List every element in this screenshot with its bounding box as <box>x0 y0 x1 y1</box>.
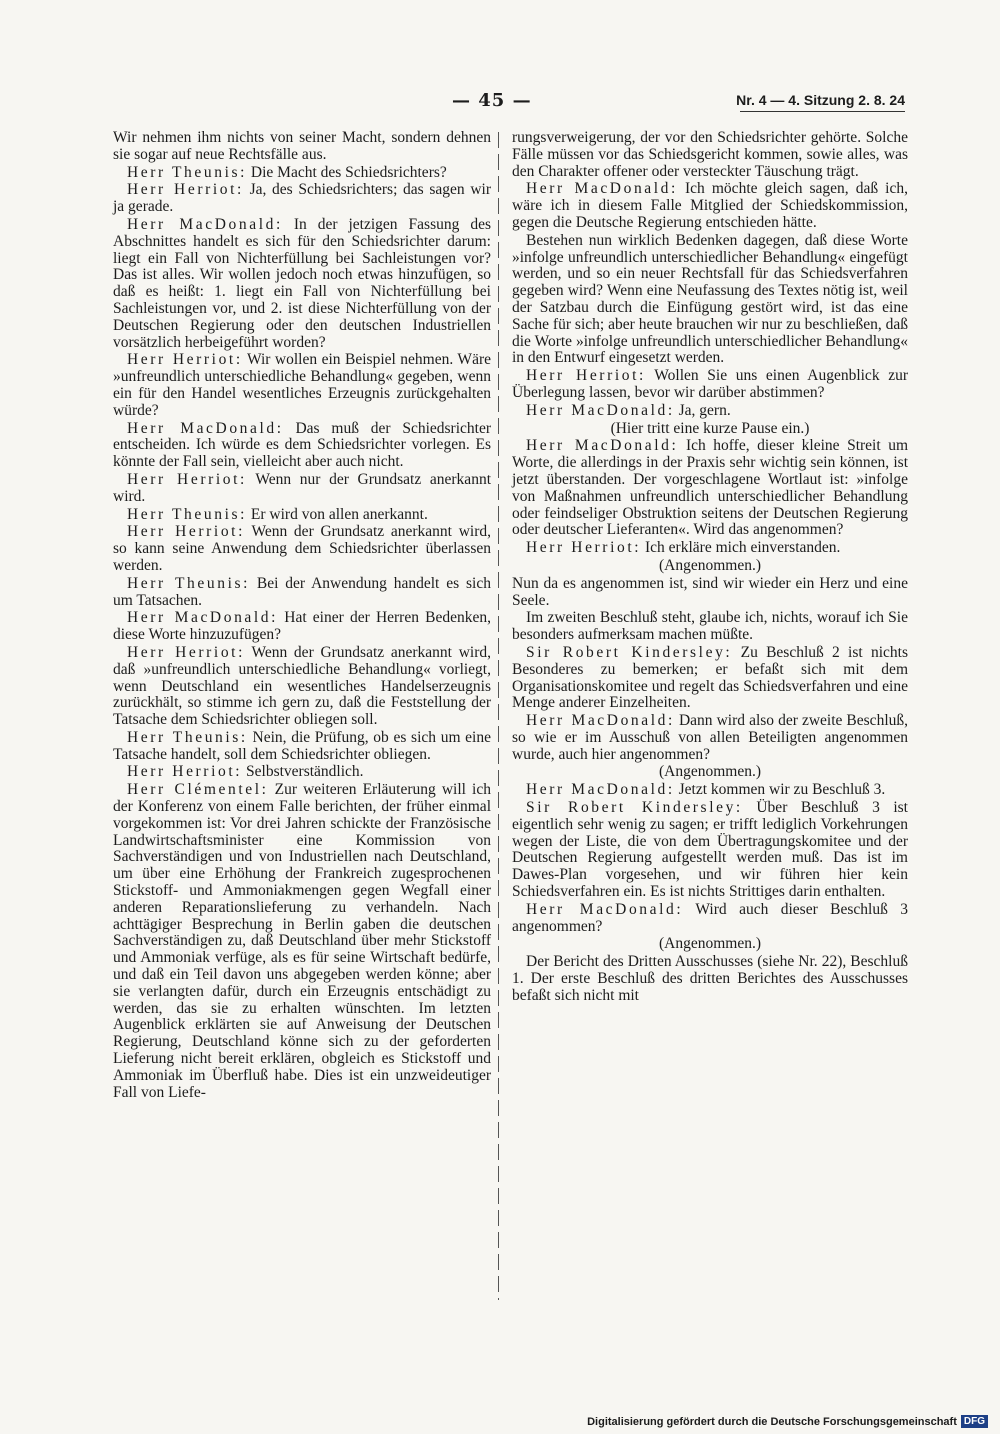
speaker-name: Herr Herriot: <box>127 523 245 541</box>
paragraph <box>512 782 908 799</box>
paragraph <box>113 182 491 216</box>
paragraph-text: In der jetzigen Fassung des Abschnittes handelt es sich für den Schiedsrichter darum: liegt ein Fall von Nichterfüllung bei Sachleistungen vor? Das ist alles. Wir wollen jedoch noch etwas hinzufügen, so daß es heißt: 1. liegt ein Fall von Nichterfüllung bei Sachleistungen vor, und 2. ist diese Nichterfüllung von der Deutschen Regierung oder den deutschen Industriellen vorsätzlich herbeigeführt worden? <box>113 215 491 351</box>
dfg-logo: DFG <box>961 1415 988 1428</box>
paragraph-text: Ja, gern. <box>674 401 731 419</box>
speaker-name: Sir Robert Kindersley: <box>526 799 743 817</box>
speaker-name: Herr Theunis: <box>127 163 248 181</box>
paragraph <box>113 764 491 781</box>
paragraph <box>113 217 491 351</box>
paragraph-text: Bei der Anwendung handelt es sich um Tatsachen. <box>113 574 491 609</box>
paragraph-text: Ich möchte gleich sagen, daß ich, wäre ich in diesem Falle Mitglied der Schiedskommission, gegen die Deutsche Regierung entschieden hätte. <box>512 180 908 231</box>
speaker-name: Herr Herriot: <box>127 763 243 781</box>
paragraph <box>512 936 908 953</box>
paragraph <box>512 610 908 644</box>
footer <box>587 1415 988 1428</box>
paragraph-text: Im zweiten Beschluß steht, glaube ich, nichts, worauf ich Sie besonders aufmerksam machen müßte. <box>512 609 908 644</box>
paragraph-text: Wird auch dieser Beschluß 3 angenommen? <box>512 900 909 935</box>
paragraph <box>113 576 491 610</box>
paragraph-text: Zu Beschluß 2 ist nichts Besonderes zu bemerken; er befaßt sich mit dem Organisationskomitee und regelt das Schiedsverfahren und eine Menge anderer Einzelheiten. <box>512 643 908 712</box>
paragraph-text: (Angenommen.) <box>658 935 761 953</box>
paragraph <box>113 352 491 419</box>
paragraph-text: Der Bericht des Dritten Ausschusses (siehe Nr. 22), Beschluß 1. Der erste Beschluß des dritten Berichtes des Ausschusses befaßt sich nicht mit <box>512 953 908 1004</box>
speaker-name: Herr Herriot: <box>526 367 646 385</box>
paragraph-text: Selbstverständlich. <box>242 763 364 781</box>
paragraph-text: Das muß der Schiedsrichter entscheiden. Ich würde es dem Schiedsrichter vorlegen. Es könnte der Fall sein, vielleicht aber auch nicht. <box>113 419 492 471</box>
speaker-name: Herr Theunis: <box>127 728 248 746</box>
header-rule <box>740 111 905 112</box>
paragraph-text: (Angenommen.) <box>658 556 761 574</box>
speaker-name: Herr Herriot: <box>526 539 642 557</box>
paragraph-text: Hat einer der Herren Bedenken, diese Worte hinzuzufügen? <box>113 609 492 644</box>
paragraph <box>512 181 908 231</box>
right-column <box>512 130 908 1005</box>
paragraph-text: Ich erkläre mich einverstanden. <box>641 539 841 557</box>
left-column <box>113 130 491 1101</box>
speaker-name: Herr MacDonald: <box>526 180 678 198</box>
paragraph-text: (Hier tritt eine kurze Pause ein.) <box>610 419 810 437</box>
paragraph <box>512 438 908 539</box>
speaker-name: Herr MacDonald: <box>526 781 675 799</box>
speaker-name: Herr Herriot: <box>127 351 243 369</box>
paragraph-text: Wir wollen ein Beispiel nehmen. Wäre »unfreundlich unterschiedliche Behandlung« gegeben, wenn ein für den Handel wesentliches Erzeugnis zurückgehalten würde? <box>113 351 491 419</box>
paragraph-text: Jetzt kommen wir zu Beschluß 3. <box>674 781 886 799</box>
paragraph <box>512 421 908 438</box>
paragraph <box>113 610 491 644</box>
paragraph <box>113 730 491 764</box>
paragraph <box>512 403 908 420</box>
speaker-name: Herr Herriot: <box>127 181 244 199</box>
speaker-name: Herr Clémentel: <box>127 781 269 799</box>
paragraph <box>113 524 491 574</box>
paragraph <box>512 800 908 901</box>
speaker-name: Herr MacDonald: <box>526 401 675 419</box>
paragraph <box>113 165 491 182</box>
paragraph <box>512 233 908 367</box>
paragraph-text: Zur weiteren Erläuterung will ich der Konferenz von einem Falle berichten, der früher einmal vorgekommen ist: Vor drei Jahren schickte der Französische Landwirtschaftsminister eine Kommission von Sachverständigen und von Industriellen nach Deutschland, um über eine Erhöhung der Frankreich zugesprochenen Stickstoff- und Ammoniakmengen gegen Wegfall einer anderen Reparationslieferung zu verhandeln. Nach achttägiger Besprechung in Berlin gaben die deutschen Sachverständigen zu, daß Deutschland über mehr Stickstoff und Ammoniak verfüge, als es für seine Wirtschaft bedürfe, und daß ein Teil davon uns abgegeben werden könne; aber sie verlangten dafür, durch ein Erzeugnis entschädigt zu werden, das sie zu erhalten wünschten. Im letzten Augenblick erklärten sie auf Anweisung der Deutschen Regierung, Deutschland könne sich zu der geforderten Lieferung nicht bereit erklären, obgleich es Stickstoff und Ammoniak im Überfluß habe. Dies ist ein unzweideutiger Fall von Liefe- <box>113 781 491 1101</box>
paragraph <box>512 540 908 557</box>
paragraph-text: Die Macht des Schiedsrichters? <box>247 163 447 181</box>
paragraph-text: (Angenommen.) <box>658 763 761 781</box>
speaker-name: Herr Herriot: <box>127 643 245 661</box>
footer-credit: Digitalisierung gefördert durch die Deutsche Forschungsgemeinschaft <box>587 1415 957 1428</box>
speaker-name: Herr MacDonald: <box>127 609 279 627</box>
paragraph <box>512 764 908 781</box>
paragraph <box>113 645 491 729</box>
speaker-name: Herr Theunis: <box>127 574 251 592</box>
paragraph <box>512 954 908 1004</box>
paragraph-text: Nun da es angenommen ist, sind wir wieder ein Herz und eine Seele. <box>512 574 908 609</box>
paragraph-text: Wenn nur der Grundsatz anerkannt wird. <box>113 470 491 505</box>
speaker-name: Herr MacDonald: <box>127 215 283 233</box>
speaker-name: Herr Herriot: <box>127 470 247 488</box>
paragraph <box>113 782 491 1101</box>
speaker-name: Herr Theunis: <box>127 505 248 523</box>
speaker-name: Sir Robert Kindersley: <box>526 643 733 661</box>
paragraph-text: rungsverweigerung, der vor den Schiedsrichter gehörte. Solche Fälle müssen vor das Schiedsgericht kommen, sowie alles, was den Charakter offener oder versteckter Täuschung trägt. <box>512 129 908 180</box>
paragraph <box>512 368 908 402</box>
paragraph <box>113 421 491 471</box>
paragraph-text: Wir nehmen ihm nichts von seiner Macht, sondern dehnen sie sogar auf neue Rechtsfälle aus. <box>113 129 491 163</box>
paragraph-text: Nein, die Prüfung, ob es sich um eine Tatsache handelt, soll dem Schiedsrichter obliegen. <box>113 728 491 763</box>
paragraph-text: Wenn der Grundsatz anerkannt wird, daß »unfreundlich unterschiedliche Behandlung« vorliegt, wenn Deutschland ein wesentliches Handelserzeugnis zurückhält, so stimme ich gern zu, daß die Feststellung der Tatsache dem Schiedsrichter obliegen soll. <box>113 643 491 729</box>
paragraph <box>512 130 908 180</box>
paragraph <box>113 472 491 506</box>
paragraph <box>512 558 908 575</box>
paragraph <box>512 902 908 936</box>
paragraph-text: Bestehen nun wirklich Bedenken dagegen, daß diese Worte »infolge unfreundlich unterschiedlicher Behandlung« eingefügt werden, und so ein neuer Rechtsfall für das Schiedsverfahren gegeben wird? Wenn eine Neufassung des Textes nötig ist, weil der Satzbau durch die Einfügung gestört wird, ist das eine Sache für sich; aber heute brauchen wir nur zu beschließen, daß die Worte »infolge unfreundlich unterschiedlicher Behandlung« in den Entwurf eingesetzt werden. <box>512 231 908 367</box>
paragraph-text: Wenn der Grundsatz anerkannt wird, so kann seine Anwendung dem Schiedsrichter überlassen werden. <box>113 523 491 574</box>
paragraph-text: Über Beschluß 3 ist eigentlich sehr wenig zu sagen; er trifft lediglich Vorkehrungen wegen der Liste, die von dem Übertragungskomitee und der Deutschen Regierung aufgestellt werden muß. Das ist im Dawes-Plan vorgesehen, und wir führen hier kein Schiedsverfahren ein. Es ist nichts Strittiges darin enthalten. <box>512 799 908 901</box>
speaker-name: Herr MacDonald: <box>526 900 684 918</box>
paragraph <box>512 576 908 610</box>
paragraph <box>512 713 908 763</box>
page-header <box>0 90 1000 114</box>
paragraph-text: Er wird von allen anerkannt. <box>247 505 428 523</box>
paragraph <box>512 645 908 712</box>
paragraph <box>113 507 491 524</box>
speaker-name: Herr MacDonald: <box>127 419 284 437</box>
column-divider <box>498 132 499 1300</box>
running-head: Nr. 4 — 4. Sitzung 2. 8. 24 <box>736 92 905 108</box>
speaker-name: Herr MacDonald: <box>526 712 675 730</box>
paragraph-text: Ja, des Schiedsrichters; das sagen wir ja gerade. <box>113 181 491 216</box>
page-number: — 45 — <box>452 90 532 111</box>
paragraph-text: Ich hoffe, dieser kleine Streit um Worte, die allerdings in der Praxis sehr wichtig sein können, ist jetzt überstanden. Der vorgeschlagene Wortlaut ist: »infolge von Maßnahmen unfreundlich unterschiedlicher Behandlung oder feindseliger Obstruktion seitens der Deutschen Regierung oder deutscher Lieferanten«. Wird das angenommen? <box>512 437 909 539</box>
paragraph-text: Wollen Sie uns einen Augenblick zur Überlegung lassen, bevor wir darüber abstimmen? <box>512 367 908 401</box>
paragraph-text: Dann wird also der zweite Beschluß, so wie er im Ausschuß von allen Beteiligten angenommen wurde, auch hier angenommen? <box>512 712 908 763</box>
speaker-name: Herr MacDonald: <box>526 437 679 455</box>
paragraph <box>113 130 491 164</box>
